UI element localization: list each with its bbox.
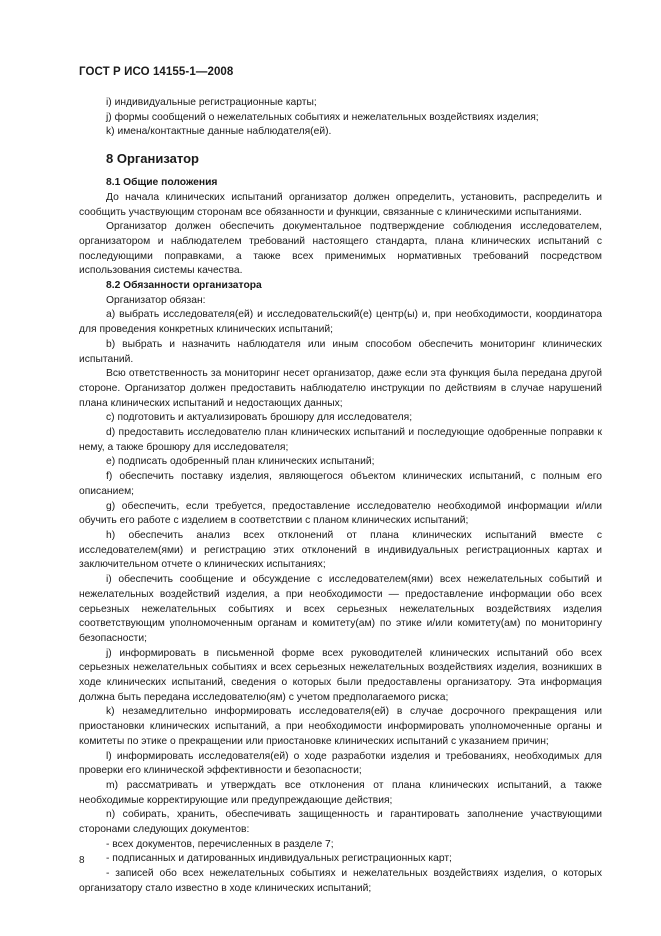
paragraph: До начала клинических испытаний организатор должен определить, установить, распределить и сообщить участвующим сторонам все обязанности и функции, связанные с клиническими испытаниями.	[79, 191, 602, 218]
page-content	[79, 96, 602, 897]
list-item: n) собирать, хранить, обеспечивать защищенность и гарантировать заполнение участвующими сторонами следующих документов:	[79, 809, 602, 836]
subsection-heading: 8.2 Обязанности организатора	[106, 280, 262, 292]
list-item: i) обеспечить сообщение и обсуждение с исследователем(ями) всех нежелательных событий и нежелательных воздействий изделия, а при необходимости — предоставление информации обо всех серьезных нежелательных событиях и всех серьезных нежелательных воздействиях изделия соответствующим уполномоченным органам и комитету(ам) по этике и/или комитету(ам) по мониторингу безопасности;	[79, 574, 602, 644]
dash-item: - подписанных и датированных индивидуальных регистрационных карт;	[106, 853, 452, 865]
list-item: m) рассматривать и утверждать все отклонения от плана клинических испытаний, а также необходимые корректирующие или предупреждающие действия;	[79, 779, 602, 806]
dash-item: - записей обо всех нежелательных событиях и нежелательных воздействиях изделия, о которых организатору стало известно в ходе клинических испытаний;	[79, 868, 602, 894]
dash-item: - всех документов, перечисленных в разделе 7;	[106, 838, 334, 850]
list-item: e) подписать одобренный план клинических испытаний;	[106, 456, 375, 468]
list-item: c) подготовить и актуализировать брошюру для исследователя;	[106, 412, 413, 424]
list-item: i) индивидуальные регистрационные карты;	[106, 97, 317, 108]
list-item: j) формы сообщений о нежелательных событиях и нежелательных воздействиях изделия;	[106, 111, 539, 123]
list-item: h) обеспечить анализ всех отклонений от плана клинических испытаний вместе с исследователем(ями) и регистрацию этих отклонений в индивидуальных регистрационных картах и заключительном отчете о клинических испытаниях;	[79, 529, 602, 571]
section-heading: 8 Организатор	[106, 151, 199, 167]
list-item: d) предоставить исследователю план клинических испытаний и последующие одобренные поправки к нему, а также брошюру для исследователя;	[79, 427, 602, 453]
list-item: g) обеспечить, если требуется, предоставление исследователю необходимой информации и/или обучить его работе с изделием в соответствии с планом клинических испытаний;	[79, 500, 602, 527]
page-number: 8	[79, 855, 85, 866]
document-header: ГОСТ Р ИСО 14155-1—2008	[79, 66, 234, 78]
list-item: b) выбрать и назначить наблюдателя или иным способом обеспечить мониторинг клинических испытаний.	[79, 338, 602, 365]
list-item: k) незамедлительно информировать исследователя(ей) в случае досрочного прекращения или приостановки клинических испытаний, а при необходимости информировать уполномоченные органы и комитеты по этике о прекращении или приостановке клинических испытаний с указанием причин;	[79, 706, 602, 747]
list-item: a) выбрать исследователя(ей) и исследовательский(е) центр(ы) и, при необходимости, координатора для проведения конкретных клинических испытаний;	[79, 309, 602, 336]
list-item: j) информировать в письменной форме всех руководителей клинических испытаний обо всех серьезных нежелательных событиях и всех серьезных нежелательных воздействиях изделия, возникших в ходе клинических испытаний, сведения о которых были предоставлены организатору. Эта информация должна быть передана исследователю(ям) с учетом предполагаемого риска;	[79, 647, 602, 703]
list-item: f) обеспечить поставку изделия, являющегося объектом клинических испытаний, с полным его описанием;	[79, 471, 602, 497]
paragraph: Организатор должен обеспечить документальное подтверждение соблюдения исследователем, организатором и наблюдателем требований настоящего стандарта, плана клинических испытаний с последующими поправками, а также всех применимых нормативных требований посредством использования системы качества.	[79, 221, 602, 277]
paragraph: Всю ответственность за мониторинг несет организатор, даже если эта функция была передана другой стороне. Организатор должен предоставить наблюдателю инструкции по действиям в случае нарушений плана клинических испытаний и недостающих данных;	[79, 368, 602, 409]
list-item: k) имена/контактные данные наблюдателя(ей).	[106, 126, 332, 138]
list-item: l) информировать исследователя(ей) о ходе разработки изделия и требованиях, необходимых для проверки его клинической эффективности и безопасности;	[79, 750, 602, 777]
subsection-heading: 8.1 Общие положения	[106, 177, 218, 189]
paragraph: Организатор обязан:	[106, 294, 206, 306]
